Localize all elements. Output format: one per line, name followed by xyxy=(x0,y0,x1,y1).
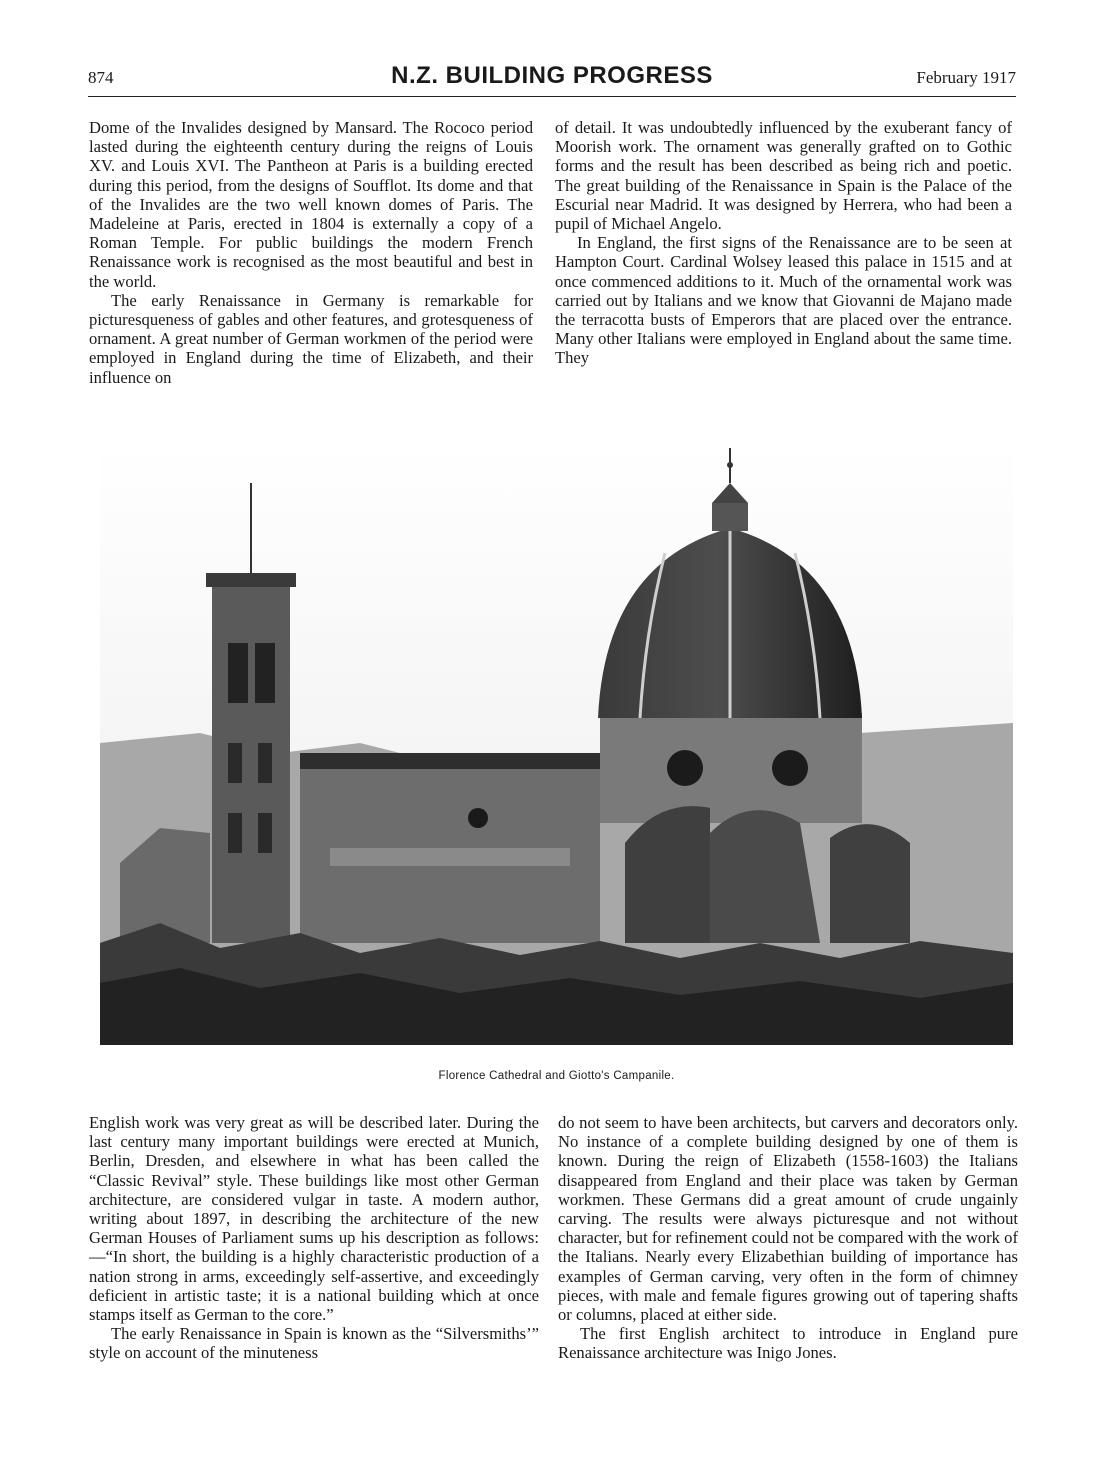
paragraph: English work was very great as will be described later. During the last century many important buildings were erected at Munich, Berlin, Dresden, and elsewhere in what has been called the “Classic Revival” style. These buildings like most other German architecture, are considered vulgar in taste. A modern author, writing about 1897, in describing the architecture of the new German Houses of Parliament sums up his description as follows:—“In short, the building is a highly characteristic production of a nation strong in arms, exceedingly self-assertive, and exceedingly deficient in artistic taste; it is a national building which at once stamps itself as German to the core.” xyxy=(89,1113,539,1325)
publication-title: N.Z. BUILDING PROGRESS xyxy=(391,62,713,89)
paragraph: do not seem to have been architects, but carvers and decorators only. No instance of a complete building designed by one of them is known. During the reign of Elizabeth (1558-1603) the Italians disappeared from England and their place was taken by German workmen. These Germans did a great amount of crude ungainly carving. The results were always picturesque and not without character, but for refinement could not be compared with the work of the Italians. Nearly every Elizabethian building of importance has examples of German carving, very often in the form of chimney pieces, with male and female figures growing out of tapering shafts or columns, placed at either side. xyxy=(558,1113,1018,1325)
paragraph: of detail. It was undoubtedly influenced by the exuberant fancy of Moorish work. The ornament was generally grafted on to Gothic forms and the result has been described as being rich and poetic. The great building of the Renaissance in Spain is the Palace of the Escurial near Madrid. It was designed by Herrera, who had been a pupil of Michael Angelo. xyxy=(555,118,1012,234)
paragraph: In England, the first signs of the Renaissance are to be seen at Hampton Court. Cardinal Wolsey leased this palace in 1515 and at once commenced additions to it. Much of the ornamental work was carried out by Italians and we know that Giovanni de Majano made the terracotta busts of Emperors that are placed over the entrance. Many other Italians were employed in England about the same time. They xyxy=(555,233,1012,368)
paragraph: The early Renaissance in Spain is known as the “Silversmiths’” style on account of the minuteness xyxy=(89,1324,539,1363)
bottom-left-column xyxy=(89,1113,539,1363)
figure-caption: Florence Cathedral and Giotto's Campanile. xyxy=(438,1070,675,1082)
page-number: 874 xyxy=(88,68,114,87)
header-rule xyxy=(88,96,1016,97)
paragraph: Dome of the Invalides designed by Mansard. The Rococo period lasted during the eighteenth century during the reigns of Louis XV. and Louis XVI. The Pantheon at Paris is a building erected during this period, from the designs of Soufflot. Its dome and that of the Invalides are the two well known domes of Paris. The Madeleine at Paris, erected in 1804 is externally a copy of a Roman Temple. For public buildings the modern French Renaissance work is recognised as the most beautiful and best in the world. xyxy=(89,118,533,291)
top-right-column xyxy=(555,118,1012,368)
bottom-right-column xyxy=(558,1113,1018,1363)
page-header xyxy=(88,62,1016,96)
top-left-column xyxy=(89,118,533,387)
paragraph: The early Renaissance in Germany is remarkable for picturesqueness of gables and other features, and grotesqueness of ornament. A great number of German workmen of the period were employed in England during the time of Elizabeth, and their influence on xyxy=(89,290,533,387)
issue-date: February 1917 xyxy=(916,68,1016,87)
cathedral-photograph xyxy=(100,443,1013,1045)
paragraph: The first English architect to introduce in England pure Renaissance architecture was Inigo Jones. xyxy=(558,1324,1018,1363)
